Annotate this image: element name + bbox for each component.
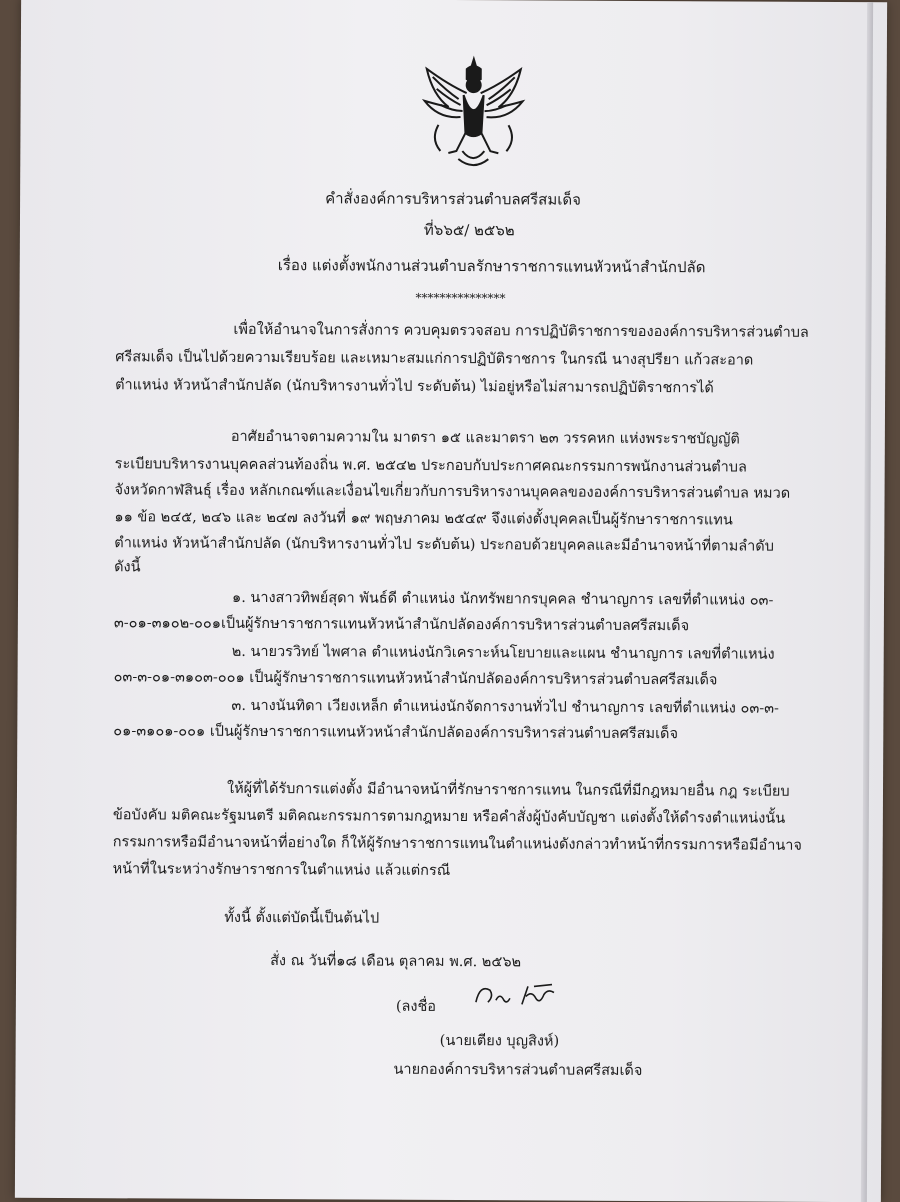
order-date: สั่ง ณ วันที่๑๘ เดือน ตุลาคม พ.ศ. ๒๕๖๒ — [270, 953, 522, 971]
signer-name: (นายเตียง บุญสิงห์) — [439, 1032, 560, 1050]
appointee-item-1-cont: ๓-๐๑-๓๑๐๒-๐๐๑เป็นผู้รักษาราชการแทนหัวหน้าสำนักปลัดองค์การบริหารส่วนตำบลศรีสมเด็จ — [113, 615, 690, 635]
appointee-item-3-cont: ๐๑-๓๑๐๑-๐๐๑ เป็นผู้รักษาราชการแทนหัวหน้าสำนักปลัดองค์การบริหารส่วนตำบลศรีสมเด็จ — [113, 723, 679, 743]
para2-line: ระเบียบบริหารงานบุคคลส่วนท้องถิ่น พ.ศ. ๒๕๔๒ ประกอบกับประกาศคณะกรรมการพนักงานส่วนตำบล — [114, 456, 747, 476]
order-heading: คำสั่งองค์การบริหารส่วนตำบลศรีสมเด็จ — [325, 189, 581, 209]
para2-line: อาศัยอำนาจตามความใน มาตรา ๑๕ และมาตรา ๒๓ วรรคหก แห่งพระราชบัญญัติ — [230, 428, 740, 448]
para2-line: ดังนี้ — [114, 559, 141, 576]
para1-line: เพื่อให้อำนาจในการสั่งการ ควบคุมตรวจสอบ การปฏิบัติราชการขององค์การบริหารส่วนตำบล — [233, 321, 809, 341]
order-number: ที่๖๖๕/ ๒๕๖๒ — [423, 220, 515, 240]
para3-line: ข้อบังคับ มติคณะรัฐมนตรี มติคณะกรรมการตามกฎหมาย หรือคำสั่งผู้บังคับบัญชา แต่งตั้งให้ดำรงตำแหน่งนั้น — [112, 807, 786, 827]
document-page — [15, 0, 887, 1202]
garuda-emblem-icon — [418, 55, 529, 171]
para2-line: ๑๑ ข้อ ๒๔๕, ๒๔๖ และ ๒๔๗ ลงวันที่ ๑๙ พฤษภาคม ๒๕๔๙ จึงแต่งตั้งบุคคลเป็นผู้รักษาราชการแทน — [114, 509, 733, 529]
appointee-item-3: ๓. นางนันทิดา เวียงเหล็ก ตำแหน่งนักจัดการงานทั่วไป ชำนาญการ เลขที่ตำแหน่ง ๐๓-๓- — [231, 697, 780, 717]
para2-line: ตำแหน่ง หัวหน้าสำนักปลัด (นักบริหารงานทั่วไป ระดับต้น) ประกอบด้วยบุคคลและมีอำนาจหน้าที่ตามลำดับ — [114, 535, 774, 555]
para3-line: ให้ผู้ที่ได้รับการแต่งตั้ง มีอำนาจหน้าที่รักษาราชการแทน ในกรณีที่มีกฎหมายอื่น กฎ ระเบียบ — [226, 780, 790, 800]
para3-line: กรรมการหรือมีอำนาจหน้าที่อย่างใด ก็ให้ผู้รักษาราชการแทนในตำแหน่งดังกล่าวทำหน้าที่กรรมการหรือมีอำนาจ — [112, 834, 802, 854]
para3-line: หน้าที่ในระหว่างรักษาราชการในตำแหน่ง แล้วแต่กรณี — [112, 861, 451, 879]
order-subject: เรื่อง แต่งตั้งพนักงานส่วนตำบลรักษาราชการแทนหัวหน้าสำนักปลัด — [277, 256, 706, 277]
page-edge — [861, 2, 873, 1202]
separator: *************** — [415, 290, 506, 306]
signature-icon — [474, 980, 564, 1010]
para1-line: ตำแหน่ง หัวหน้าสำนักปลัด (นักบริหารงานทั่วไป ระดับต้น) ไม่อยู่หรือไม่สามารถปฏิบัติราชการได้ — [115, 377, 714, 397]
appointee-item-2-cont: ๐๓-๓-๐๑-๓๑๐๓-๐๐๑ เป็นผู้รักษาราชการแทนหัวหน้าสำนักปลัดองค์การบริหารส่วนตำบลศรีสมเด็จ — [113, 669, 718, 689]
sign-label: (ลงชื่อ — [395, 998, 437, 1015]
effective-clause: ทั้งนี้ ตั้งแต่บัดนี้เป็นต้นไป — [224, 909, 380, 927]
para1-line: ศรีสมเด็จ เป็นไปด้วยความเรียบร้อย และเหมาะสมแก่การปฏิบัติราชการ ในกรณี นางสุปรียา แก้วสะอาด — [115, 349, 754, 369]
signer-title: นายกองค์การบริหารส่วนตำบลศรีสมเด็จ — [393, 1061, 643, 1080]
appointee-item-2: ๒. นายวรวิทย์ ไพศาล ตำแหน่งนักวิเคราะห์นโยบายและแผน ชำนาญการ เลขที่ตำแหน่ง — [231, 643, 775, 663]
para2-line: จังหวัดกาฬสินธุ์ เรื่อง หลักเกณฑ์และเงื่อนไขเกี่ยวกับการบริหารงานบุคคลขององค์การบริหารส่วนตำบล หมวด — [114, 482, 791, 502]
appointee-item-1: ๑. นางสาวทิพย์สุดา พันธ์ดี ตำแหน่ง นักทรัพยากรบุคคล ชำนาญการ เลขที่ตำแหน่ง ๐๓- — [231, 589, 774, 609]
